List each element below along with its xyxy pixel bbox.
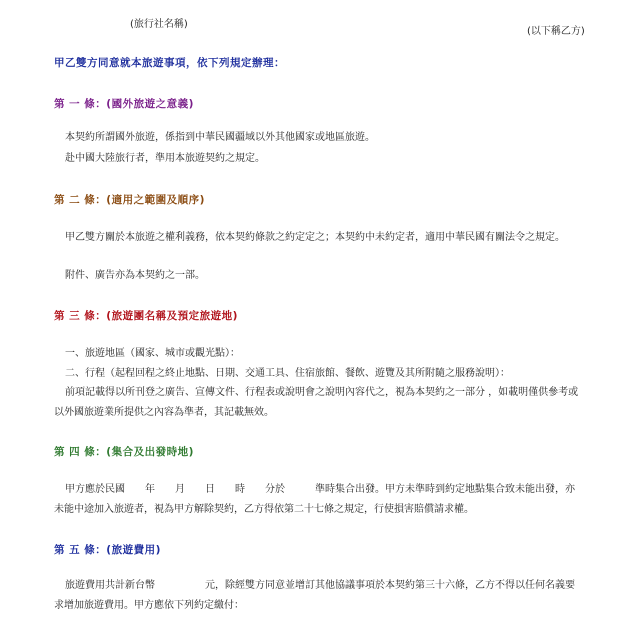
article-2-paragraph-2: 附件、廣告亦為本契約之一部。 [65,270,205,281]
intro-text: 甲乙雙方同意就本旅遊事項，依下列規定辦理： [54,57,285,69]
article-1-heading: 第 一 條：(國外旅遊之意義) [54,98,194,110]
article-1-paragraph-1: 本契約所謂國外旅遊，係指到中華民國疆域以外其他國家或地區旅遊。 [65,132,375,143]
article-4-heading: 第 四 條：(集合及出發時地) [54,446,194,458]
article-4-paragraph-1: 甲方應於民國 年 月 日 時 分於 準時集合出發。甲方未準時到約定地點集合致未能出發，亦未能中途加入旅遊者，視為甲方解除契約，乙方得依第二十七條之規定，行使損害賠償請求權。 [54,484,575,515]
article-5-heading: 第 五 條：(旅遊費用) [54,544,161,556]
article-2-paragraph-1: 甲乙雙方關於本旅遊之權利義務，依本契約條款之約定定之；本契約中未約定者，適用中華民國有關法令之規定。 [65,232,565,243]
article-3-heading: 第 三 條：(旅遊團名稱及預定旅遊地) [54,310,238,322]
article-3-paragraph-1: 一、旅遊地區（國家、城市或觀光點）： [65,348,240,359]
agency-name-label: (旅行社名稱) [130,19,188,30]
article-3-paragraph-2: 二、行程（起程回程之終止地點、日期、交通工具、住宿旅館、餐飲、遊覽及其所附隨之服務說明）： [65,368,510,379]
article-3-paragraph-3: 前項記載得以所刊登之廣告、宣傳文件、行程表或說明會之說明內容代之，視為本契約之一部分 ，如載明僅供參考或以外國旅遊業所提供之內容為準者，其記載無效。 [54,387,579,418]
article-2-heading: 第 二 條：(適用之範圍及順序) [54,194,205,206]
article-5-paragraph-1: 旅遊費用共計新台幣 元，除經雙方同意並增訂其他協議事項於本契約第三十六條，乙方不得以任何名義要求增加旅遊費用。甲方應依下列約定繳付： [54,580,575,611]
article-1-paragraph-2: 赴中國大陸旅行者，準用本旅遊契約之規定。 [65,153,265,164]
party-b-label: (以下稱乙方) [527,26,585,37]
